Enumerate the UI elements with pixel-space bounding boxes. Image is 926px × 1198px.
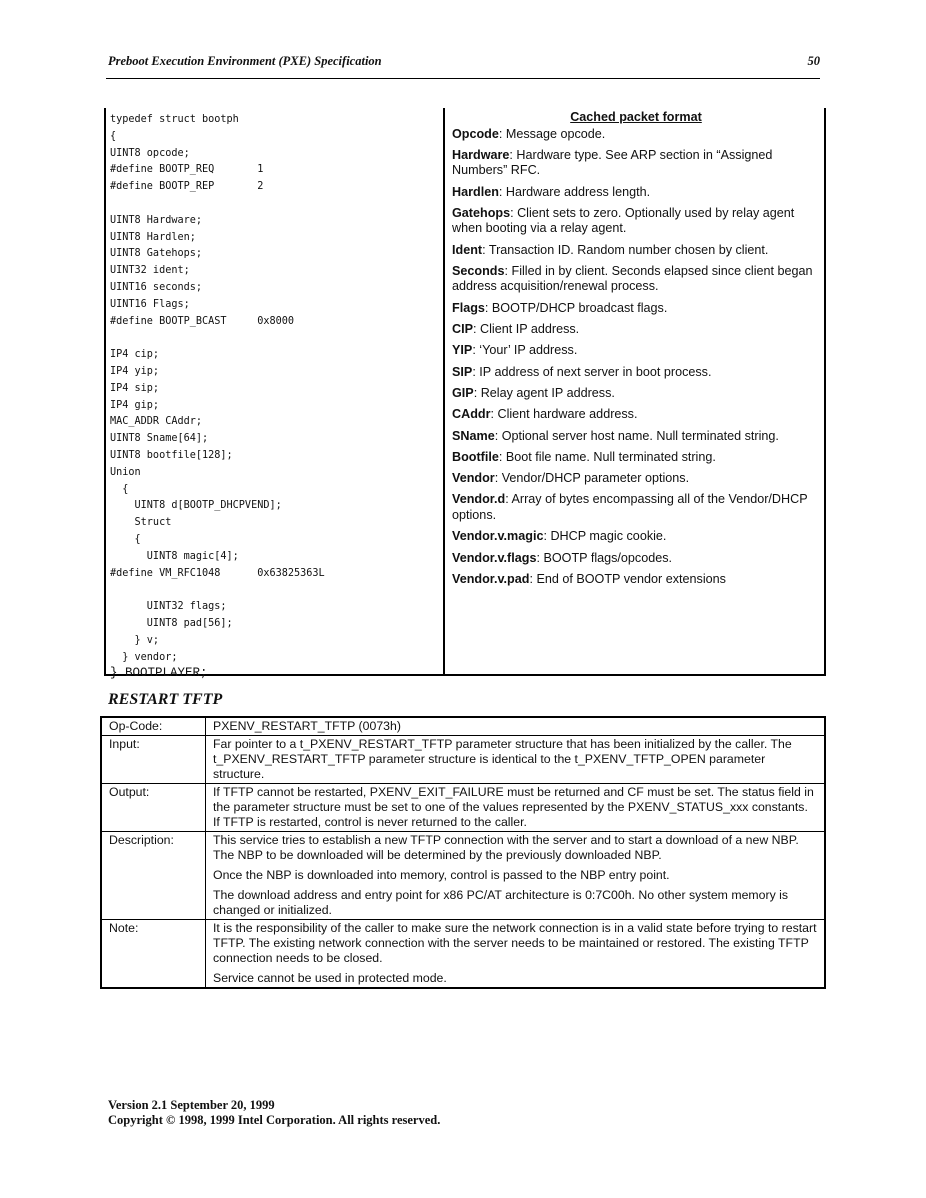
code-line: #define VM_RFC1048 0x63825363L [110, 567, 325, 579]
code-line: #define BOOTP_REP 2 [110, 181, 264, 193]
page-header [108, 54, 820, 69]
code-line: #define BOOTP_BCAST 0x8000 [110, 315, 295, 327]
page-number: 50 [807, 54, 820, 68]
field-description: : Hardware address length. [498, 184, 651, 199]
code-line: UINT8 Gatehops; [110, 248, 203, 260]
footer-version: Version 2.1 September 20, 1999 [108, 1098, 275, 1112]
field-item [452, 572, 820, 588]
code-line: IP4 gip; [110, 399, 160, 411]
field-item [452, 407, 820, 423]
field-description: : Relay agent IP address. [473, 385, 615, 400]
code-line: UINT32 ident; [110, 265, 190, 277]
field-description: : BOOTP/DHCP broadcast flags. [484, 300, 668, 315]
field-description: : Client IP address. [473, 322, 580, 337]
row-label: Op-Code: [101, 717, 206, 736]
row-content [206, 736, 826, 784]
column-divider [443, 108, 445, 674]
field-name: Seconds [452, 263, 505, 278]
field-description: : IP address of next server in boot process. [472, 364, 712, 379]
field-description: : ‘Your’ IP address. [472, 343, 578, 358]
field-description: : Client sets to zero. Optionally used by relay agent when booting via a relay agent. [452, 205, 795, 236]
struct-definition-box [104, 108, 826, 681]
field-item [452, 529, 820, 545]
field-name: Bootfile [452, 449, 499, 464]
field-name: Vendor.v.magic [452, 529, 544, 544]
field-name: CAddr [452, 407, 491, 422]
field-description: : Client hardware address. [490, 407, 638, 422]
code-line: typedef struct bootph [110, 114, 239, 125]
field-description: : Transaction ID. Random number chosen by client. [482, 242, 769, 257]
code-line: } vendor; [110, 651, 178, 663]
field-name: Vendor.v.pad [452, 571, 530, 586]
code-line [110, 196, 325, 213]
spec-table [100, 716, 826, 989]
field-name: Hardlen [452, 184, 499, 199]
code-line: } v; [110, 634, 160, 646]
field-description: : Vendor/DHCP parameter options. [494, 471, 690, 486]
code-line: UINT8 d[BOOTP_DHCPVEND]; [110, 500, 282, 512]
field-item [452, 301, 820, 317]
field-item [452, 322, 820, 338]
field-item [452, 243, 820, 259]
code-line: { [110, 130, 117, 142]
row-label: Note: [101, 920, 206, 989]
code-line: MAC_ADDR CAddr; [110, 416, 203, 428]
field-name: SName [452, 428, 495, 443]
row-content [206, 717, 826, 736]
field-item [452, 386, 820, 402]
code-line: UINT32 flags; [110, 601, 227, 613]
field-item [452, 127, 820, 143]
section-title: RESTART TFTP [108, 691, 223, 708]
field-description: : Array of bytes encompassing all of the Vendor/DHCP options. [452, 492, 808, 522]
row-paragraph: Once the NBP is downloaded into memory, control is passed to the NBP entry point. [213, 868, 670, 882]
struct-code [110, 112, 325, 680]
table-row [101, 784, 825, 832]
row-label: Output: [101, 784, 206, 832]
field-item [452, 429, 820, 445]
cached-packet-title: Cached packet format [570, 110, 702, 124]
code-line [110, 582, 325, 599]
field-description: : Filled in by client. Seconds elapsed since client began address acquisition/renewal process. [452, 263, 813, 294]
row-paragraph: Far pointer to a t_PXENV_RESTART_TFTP parameter structure that has been initialized by the caller. The t_PXENV_RESTART_TFTP parameter structure is identical to the t_PXENV_TFTP_OPEN parameter structure. [213, 737, 792, 781]
code-line: UINT16 Flags; [110, 298, 190, 310]
field-item [452, 148, 820, 179]
table-row [101, 832, 825, 920]
page-footer [108, 1098, 440, 1128]
code-line: { [110, 483, 129, 495]
field-description: : Boot file name. Null terminated string. [498, 449, 716, 464]
field-name: Hardware [452, 147, 510, 162]
field-item [452, 551, 820, 567]
code-line: Union [110, 466, 141, 478]
field-item [452, 343, 820, 359]
field-name: YIP [452, 343, 473, 358]
code-line: { [110, 533, 141, 545]
field-name: Ident [452, 242, 483, 257]
code-line: UINT8 Hardware; [110, 214, 203, 226]
code-line: UINT8 pad[56]; [110, 617, 233, 629]
field-description: : BOOTP flags/opcodes. [536, 550, 673, 565]
field-item [452, 471, 820, 487]
field-description: : Optional server host name. Null terminated string. [494, 428, 779, 443]
code-last-line: } BOOTPLAYER; [110, 666, 208, 681]
field-name: Vendor.v.flags [452, 550, 537, 565]
field-name: CIP [452, 322, 473, 337]
field-item [452, 492, 820, 523]
row-label: Description: [101, 832, 206, 920]
footer-copyright: Copyright © 1998, 1999 Intel Corporation. All rights reserved. [108, 1113, 441, 1127]
field-name: Opcode [452, 126, 499, 141]
row-paragraph: Service cannot be used in protected mode. [213, 971, 447, 985]
row-content [206, 832, 826, 920]
code-line: IP4 sip; [110, 382, 160, 394]
code-line: UINT8 Hardlen; [110, 231, 196, 243]
field-name: Gatehops [452, 205, 511, 220]
row-paragraph: The download address and entry point for x86 PC/AT architecture is 0:7C00h. No other system memory is changed or initialized. [213, 888, 789, 917]
code-line: UINT8 bootfile[128]; [110, 449, 233, 461]
code-line: UINT8 opcode; [110, 147, 190, 159]
row-label: Input: [101, 736, 206, 784]
row-paragraph: PXENV_RESTART_TFTP (0073h) [213, 719, 401, 733]
field-item [452, 450, 820, 466]
field-item [452, 264, 820, 295]
row-content [206, 784, 826, 832]
field-list [452, 127, 820, 588]
field-description: : Hardware type. See ARP section in “Assigned Numbers” RFC. [452, 147, 773, 178]
code-line: IP4 cip; [110, 349, 160, 361]
code-line: IP4 yip; [110, 365, 160, 377]
field-description: : DHCP magic cookie. [543, 529, 667, 544]
field-name: Vendor [452, 471, 495, 486]
field-item [452, 185, 820, 201]
row-paragraph: If TFTP cannot be restarted, PXENV_EXIT_FAILURE must be returned and CF must be set. The status field in the parameter structure must be set to one of the values represented by the PXENV_STATUS_xxx constants. If TFTP is restarted, control is never returned to the caller. [213, 785, 814, 829]
table-row [101, 920, 825, 989]
field-description: : End of BOOTP vendor extensions [529, 571, 726, 586]
field-item [452, 365, 820, 381]
table-row [101, 736, 825, 784]
code-line: UINT16 seconds; [110, 281, 203, 293]
code-line: #define BOOTP_REQ 1 [110, 164, 264, 176]
field-name: GIP [452, 385, 474, 400]
code-line: Struct [110, 517, 172, 529]
field-name: SIP [452, 364, 473, 379]
row-content [206, 920, 826, 989]
field-name: Vendor.d [452, 492, 506, 507]
field-item [452, 206, 820, 237]
table-row [101, 717, 825, 736]
cached-packet-format [452, 110, 820, 593]
field-name: Flags [452, 300, 485, 315]
code-line: UINT8 magic[4]; [110, 550, 239, 562]
row-paragraph: This service tries to establish a new TFTP connection with the server and to start a download of a new NBP. The NBP to be downloaded will be determined by the previously downloaded NBP. [213, 833, 799, 862]
code-line: UINT8 Sname[64]; [110, 433, 209, 445]
code-lines [110, 112, 325, 666]
code-line [110, 330, 325, 347]
header-rule [106, 78, 820, 79]
field-description: : Message opcode. [498, 126, 606, 141]
row-paragraph: It is the responsibility of the caller to make sure the network connection is in a valid state before trying to restart TFTP. The existing network connection with the server needs to be maintained or restored. The existing TFTP connection needs to be closed. [213, 921, 817, 965]
document-title: Preboot Execution Environment (PXE) Specification [108, 54, 382, 68]
